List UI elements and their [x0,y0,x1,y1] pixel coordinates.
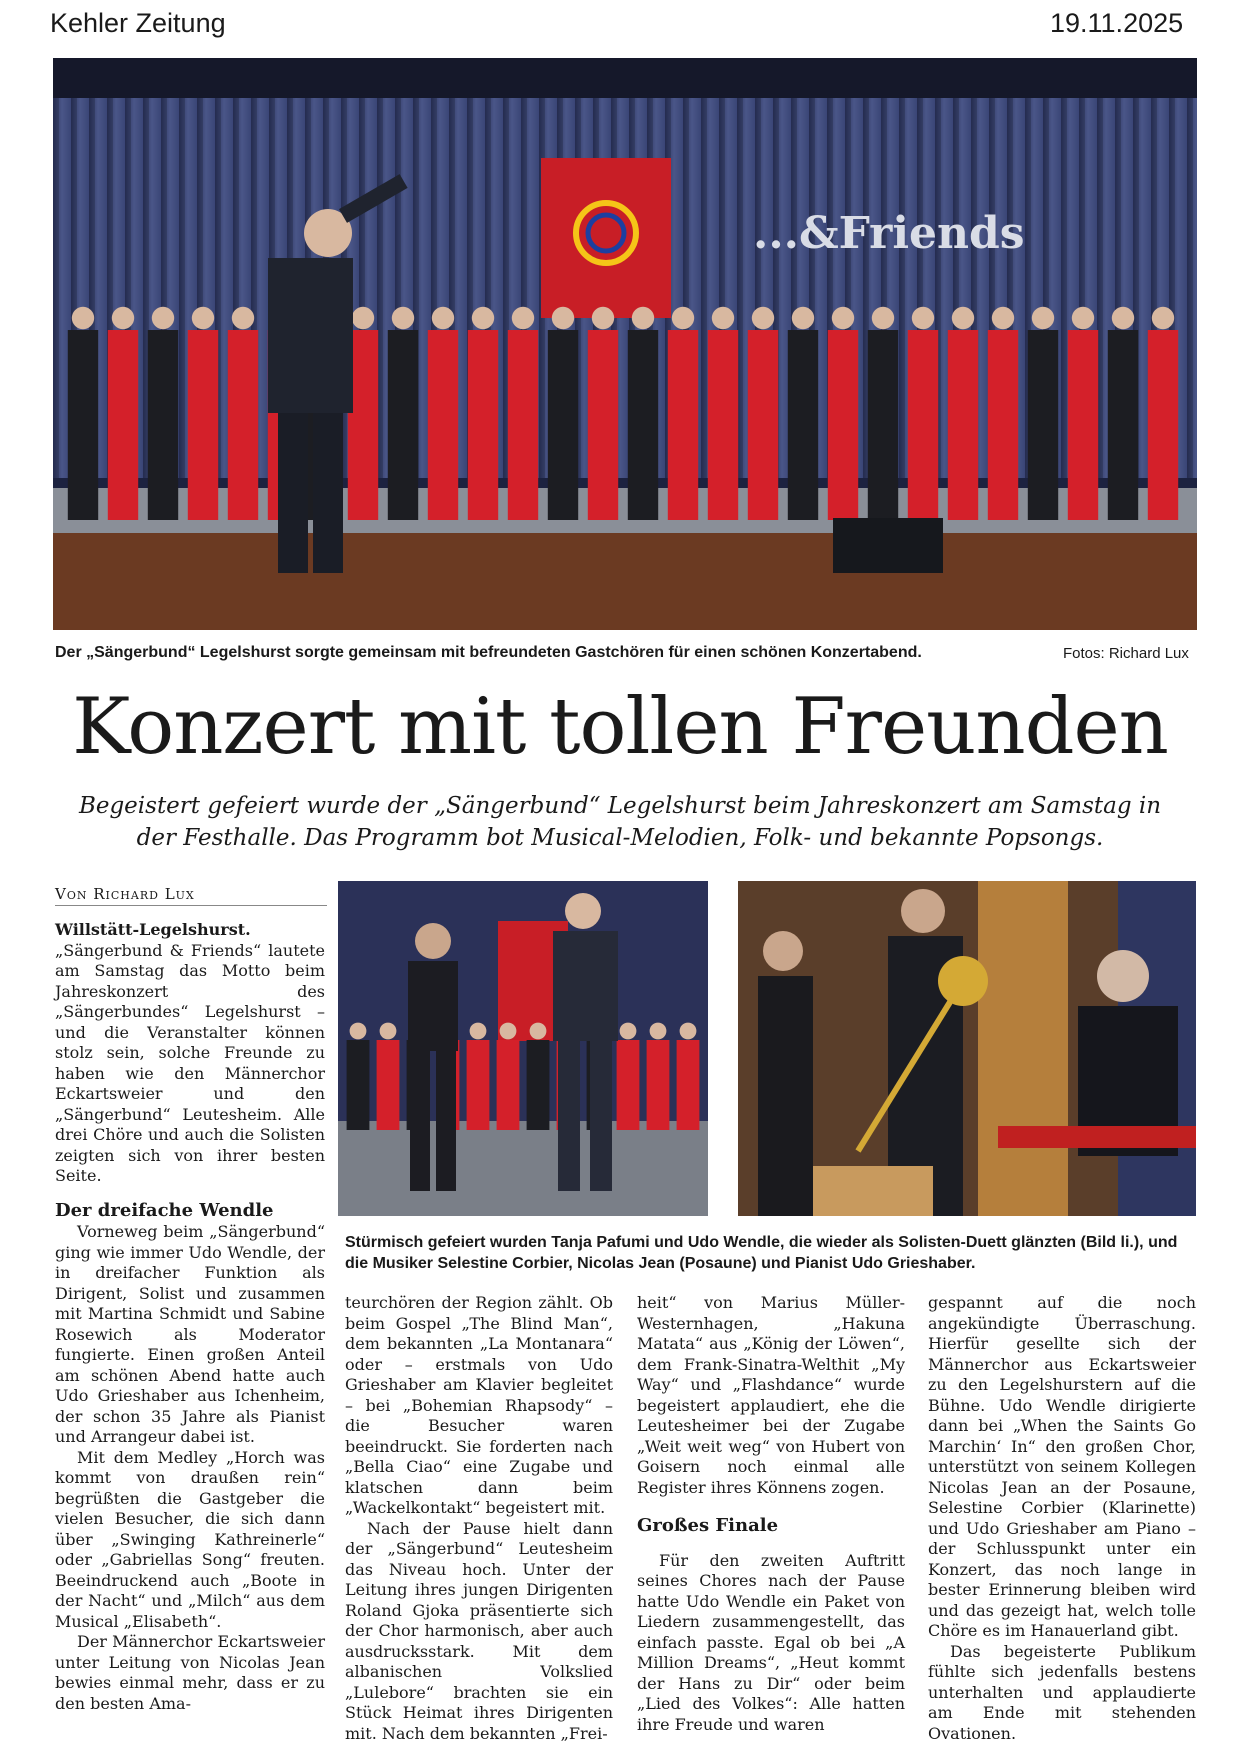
singer-body [468,330,498,520]
singer-body [617,1040,640,1130]
singer-head [872,307,894,329]
singer-head [472,307,494,329]
singer-body [1028,330,1058,520]
singer-head [72,307,94,329]
singer-head [192,307,214,329]
subheading-grosses-finale: Großes Finale [637,1515,779,1536]
paragraph: teurchören der Region zählt. Ob beim Gospel „The Blind Man“, dem bekannten „La Montanara“ oder – erstmals von Udo Grieshaber am Klavier begleitet – bei „Bohemian Rhapsody“ – die Besucher waren beeindruckt. Sie forderten nach „Bella Ciao“ eine Zugabe und klatschen dann beim „Wackelkontakt“ begeistert mit. [345,1293,613,1517]
singer-body [1108,330,1138,520]
paragraph: Für den zweiten Auftritt seines Chores nach der Pause hatte Udo Wendle ein Paket von Liedern zusammengestellt, das einfach passte. Egal ob bei „A Million Dreams“, „Heut kommt der Hans zu Dir“ oder beim „Lied des Volkes“: Alle hatten ihre Freude und waren [637,1550,905,1734]
singer-head [650,1023,667,1040]
paragraph: heit“ von Marius Müller-Westernhagen, „Hakuna Matata“ aus „König der Löwen“, dem Frank-Sinatra-Welthit „My Way“ und „Flashdance“ wurde begeistert applaudiert, ehe die Leutesheimer bei der Zugabe „Weit weit weg“ von Hubert von Goisern noch einmal alle Register ihres Könnens zogen. [637,1293,905,1497]
singer-head [712,307,734,329]
singer-body [1068,330,1098,520]
singer-body [497,1040,520,1130]
singer-head [672,307,694,329]
paragraph: gespannt auf die noch angekündigte Überraschung. Hierfür gesellte sich der Männerchor aus Eckartsweier zu den Legelshurstern auf die Bühne. Udo Wendle dirigierte dann bei „When the Saints Go Marchin‘ In“ den großen Chor, unterstützt von seinem Kollegen Nicolas Jean an der Posaune, Selestine Corbier (Klarinette) und Udo Grieshaber am Piano – der Schlusspunkt unter ein Konzert, das noch lange in bester Erinnerung bleiben wird und das gezeigt hat, welch tolle Chöre es im Hanauerland gibt. [928,1293,1196,1640]
singer-body [628,330,658,520]
singer-body [668,330,698,520]
singer-head [470,1023,487,1040]
singer-body [188,330,218,520]
singer-head [350,1023,367,1040]
singer-head [1112,307,1134,329]
singer-head [592,307,614,329]
duet-illustration [338,881,708,1216]
duet-photo [338,881,708,1216]
paragraph: Vorneweg beim „Sängerbund“ ging wie immer Udo Wendle, der in dreifacher Funktion als Dirigent, Solist und zusammen mit Martina Schmidt und Sabine Rosewich als Moderator fungierte. Einen großen Anteil am schönen Abend hatte auch Udo Grieshaber aus Ichenheim, der schon 35 Jahre als Pianist und Arrangeur dabei ist. [55,1222,325,1446]
singer-body [828,330,858,520]
singer-head [380,1023,397,1040]
subheading-dreifache-wendle: Der dreifache Wendle [55,1199,274,1221]
singer-body [908,330,938,520]
byline-rule [55,905,327,906]
article-intro [55,920,325,1221]
singer-head [112,307,134,329]
issue-date: 19.11.2025 [1050,8,1184,38]
singer-head [620,1023,637,1040]
musicians-illustration [738,881,1196,1216]
singer-body [788,330,818,520]
singer-head [632,307,654,329]
singer-head [752,307,774,329]
singer-head [392,307,414,329]
subheadline: Begeistert gefeiert wurde der „Sängerbund“ Legelshurst beim Jahreskonzert am Samstag in der Festhalle. Das Programm bot Musical-Melodien, Folk- und bekannte Popsongs. [78,793,1162,851]
singer-head [792,307,814,329]
singer-head [992,307,1014,329]
paragraph: Das begeisterte Publikum fühlte sich jedenfalls bestens unterhalten und applaudierte am Ende mit stehenden Ovationen. [928,1641,1196,1743]
singer-body [948,330,978,520]
singer-body [508,330,538,520]
headline: Konzert mit tollen Freunden [72,682,1168,772]
article-column-2 [345,1293,613,1744]
singer-body [748,330,778,520]
singer-head [952,307,974,329]
paragraph: Der Männerchor Eckartsweier unter Leitung von Nicolas Jean bewies einmal mehr, dass er zu den besten Ama- [55,1632,325,1713]
singer-body [228,330,258,520]
dateline: Willstätt-Legelshurst. [55,920,251,939]
main-photo-caption: Der „Sängerbund“ Legelshurst sorgte gemeinsam mit befreundeten Gastchören für einen schönen Konzertabend. [55,644,922,661]
singer-body [708,330,738,520]
singer-body [588,330,618,520]
singer-head [432,307,454,329]
singer-head [680,1023,697,1040]
singer-body [388,330,418,520]
singer-body [527,1040,550,1130]
singer-body [377,1040,400,1130]
singer-head [552,307,574,329]
singer-head [500,1023,517,1040]
singer-body [467,1040,490,1130]
singer-head [1032,307,1054,329]
singer-body [108,330,138,520]
friends-sign: ...&Friends [753,208,1025,259]
singer-body [428,330,458,520]
choir-stage-illustration [53,58,1197,630]
singer-body [148,330,178,520]
singer-body [548,330,578,520]
singer-head [1152,307,1174,329]
photo-credit: Fotos: Richard Lux [1063,645,1189,662]
singer-head [912,307,934,329]
singer-head [832,307,854,329]
article-column-4 [928,1293,1196,1744]
singer-head [152,307,174,329]
choir-concert-photo [53,58,1197,630]
byline: Von Richard Lux [55,885,195,903]
singer-body [677,1040,700,1130]
singer-head [512,307,534,329]
musicians-photo [738,881,1196,1216]
singer-body [988,330,1018,520]
singer-head [232,307,254,329]
paragraph: Nach der Pause hielt dann der „Sängerbund“ Leutesheim das Niveau hoch. Unter der Leitung ihres jungen Dirigenten Roland Gjoka präsentierte sich der Chor harmonisch, aber auch ausdrucksstark. Mit dem albanischen Volkslied „Lulebore“ brachten sie ein Stück Heimat ihres Dirigenten mit. Nach dem bekannten „Frei- [345,1518,613,1743]
singer-body [347,1040,370,1130]
secondary-photos-caption: Stürmisch gefeiert wurden Tanja Pafumi und Udo Wendle, die wieder als Solisten-Duett glänzten (Bild li.), und die Musiker Selestine Corbier, Nicolas Jean (Posaune) und Pianist Udo Grieshaber. [345,1234,1178,1272]
singer-body [868,330,898,520]
singer-head [530,1023,547,1040]
article-column-1 [55,1222,325,1714]
intro-text: „Sängerbund & Friends“ lautete am Samstag das Motto beim Jahreskonzert des „Sängerbundes“ Legelshurst – und die Veranstalter können stolz sein, solche Freunde zu haben wie den Männerchor Eckartsweier und den „Sängerbund“ Leutesheim. Alle drei Chöre und auch die Solisten zeigten sich von ihrer besten Seite. [55,940,325,1185]
publication-name: Kehler Zeitung [50,8,226,38]
singer-body [647,1040,670,1130]
singer-head [352,307,374,329]
paragraph: Mit dem Medley „Horch was kommt von draußen rein“ begrüßten die Gastgeber die vielen Besucher, die sich dann über „Swinging Kathreinerle“ oder „Gabriellas Song“ freuten. Beeindruckend auch „Boote in der Nacht“ und „Milch“ aus dem Musical „Elisabeth“. [55,1447,325,1631]
article-column-3 [637,1293,905,1735]
singer-body [1148,330,1178,520]
singer-head [1072,307,1094,329]
singer-body [68,330,98,520]
